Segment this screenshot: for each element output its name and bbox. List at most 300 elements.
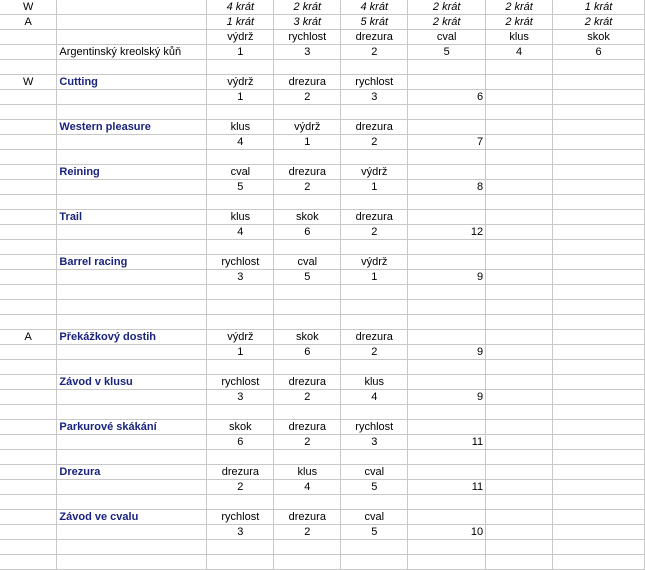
empty-cell[interactable]: [553, 60, 645, 75]
empty-cell[interactable]: [408, 330, 486, 345]
total-value[interactable]: 11: [408, 480, 486, 495]
rank-value[interactable]: 2: [274, 435, 341, 450]
rank-value[interactable]: 3: [341, 435, 408, 450]
empty-cell[interactable]: [486, 420, 553, 435]
empty-cell[interactable]: [57, 450, 207, 465]
empty-cell[interactable]: [486, 255, 553, 270]
breed-value[interactable]: 3: [274, 45, 341, 60]
empty-cell[interactable]: [408, 495, 486, 510]
empty-cell[interactable]: [486, 60, 553, 75]
discipline-attribute[interactable]: skok: [274, 330, 341, 345]
empty-cell[interactable]: [0, 180, 57, 195]
empty-cell[interactable]: [553, 330, 645, 345]
empty-cell[interactable]: [0, 495, 57, 510]
count-cell[interactable]: 2 krát: [486, 0, 553, 15]
rank-value[interactable]: 4: [207, 225, 274, 240]
empty-cell[interactable]: [341, 555, 408, 570]
rank-value[interactable]: 3: [341, 90, 408, 105]
empty-cell[interactable]: [57, 240, 207, 255]
empty-cell[interactable]: [274, 195, 341, 210]
discipline-name[interactable]: Parkurové skákání: [57, 420, 207, 435]
discipline-attribute[interactable]: rychlost: [207, 510, 274, 525]
rank-value[interactable]: 3: [207, 390, 274, 405]
rank-value[interactable]: 6: [274, 345, 341, 360]
discipline-attribute[interactable]: drezura: [274, 510, 341, 525]
breed-value[interactable]: 6: [553, 45, 645, 60]
total-value[interactable]: 9: [408, 390, 486, 405]
empty-cell[interactable]: [341, 315, 408, 330]
empty-cell[interactable]: [0, 540, 57, 555]
empty-cell[interactable]: [553, 405, 645, 420]
empty-cell[interactable]: [57, 345, 207, 360]
empty-cell[interactable]: [274, 495, 341, 510]
discipline-attribute[interactable]: cval: [341, 465, 408, 480]
empty-cell[interactable]: [341, 360, 408, 375]
discipline-name[interactable]: Drezura: [57, 465, 207, 480]
attribute-header[interactable]: výdrž: [207, 30, 274, 45]
empty-cell[interactable]: [207, 240, 274, 255]
empty-cell[interactable]: [57, 270, 207, 285]
rank-value[interactable]: 2: [274, 90, 341, 105]
empty-cell[interactable]: [486, 75, 553, 90]
empty-cell[interactable]: [341, 60, 408, 75]
empty-cell[interactable]: [408, 240, 486, 255]
empty-cell[interactable]: [0, 45, 57, 60]
total-value[interactable]: 11: [408, 435, 486, 450]
empty-cell[interactable]: [486, 405, 553, 420]
discipline-attribute[interactable]: rychlost: [207, 255, 274, 270]
discipline-attribute[interactable]: drezura: [341, 120, 408, 135]
empty-cell[interactable]: [57, 390, 207, 405]
attribute-header[interactable]: klus: [486, 30, 553, 45]
rank-value[interactable]: 4: [207, 135, 274, 150]
empty-cell[interactable]: [408, 405, 486, 420]
empty-cell[interactable]: [341, 540, 408, 555]
empty-cell[interactable]: [207, 300, 274, 315]
empty-cell[interactable]: [486, 225, 553, 240]
empty-cell[interactable]: [553, 435, 645, 450]
empty-cell[interactable]: [0, 30, 57, 45]
empty-cell[interactable]: [341, 495, 408, 510]
empty-cell[interactable]: [274, 405, 341, 420]
empty-cell[interactable]: [341, 195, 408, 210]
discipline-attribute[interactable]: drezura: [274, 75, 341, 90]
empty-cell[interactable]: [486, 495, 553, 510]
empty-cell[interactable]: [0, 480, 57, 495]
empty-cell[interactable]: [0, 195, 57, 210]
empty-cell[interactable]: [0, 450, 57, 465]
empty-cell[interactable]: [408, 555, 486, 570]
empty-cell[interactable]: [57, 360, 207, 375]
empty-cell[interactable]: [486, 510, 553, 525]
empty-cell[interactable]: [408, 75, 486, 90]
empty-cell[interactable]: [486, 285, 553, 300]
empty-cell[interactable]: [57, 540, 207, 555]
empty-cell[interactable]: [408, 165, 486, 180]
empty-cell[interactable]: [57, 15, 207, 30]
row-label-w[interactable]: W: [0, 0, 57, 15]
attribute-header[interactable]: drezura: [341, 30, 408, 45]
discipline-name[interactable]: Překážkový dostih: [57, 330, 207, 345]
count-cell[interactable]: 2 krát: [408, 0, 486, 15]
empty-cell[interactable]: [0, 345, 57, 360]
empty-cell[interactable]: [57, 225, 207, 240]
attribute-header[interactable]: cval: [408, 30, 486, 45]
discipline-attribute[interactable]: rychlost: [207, 375, 274, 390]
empty-cell[interactable]: [553, 165, 645, 180]
empty-cell[interactable]: [341, 150, 408, 165]
empty-cell[interactable]: [0, 150, 57, 165]
empty-cell[interactable]: [207, 105, 274, 120]
empty-cell[interactable]: [0, 435, 57, 450]
discipline-attribute[interactable]: klus: [274, 465, 341, 480]
breed-name[interactable]: Argentinský kreolský kůň: [57, 45, 207, 60]
empty-cell[interactable]: [408, 195, 486, 210]
empty-cell[interactable]: [408, 300, 486, 315]
rank-value[interactable]: 5: [341, 480, 408, 495]
empty-cell[interactable]: [0, 555, 57, 570]
empty-cell[interactable]: [486, 315, 553, 330]
empty-cell[interactable]: [57, 480, 207, 495]
empty-cell[interactable]: [486, 390, 553, 405]
empty-cell[interactable]: [408, 540, 486, 555]
empty-cell[interactable]: [57, 150, 207, 165]
empty-cell[interactable]: [553, 90, 645, 105]
count-cell[interactable]: 2 krát: [408, 15, 486, 30]
empty-cell[interactable]: [486, 150, 553, 165]
empty-cell[interactable]: [553, 465, 645, 480]
group-label[interactable]: [0, 420, 57, 435]
discipline-name[interactable]: Trail: [57, 210, 207, 225]
total-value[interactable]: 10: [408, 525, 486, 540]
empty-cell[interactable]: [553, 270, 645, 285]
rank-value[interactable]: 2: [341, 135, 408, 150]
discipline-attribute[interactable]: výdrž: [341, 255, 408, 270]
empty-cell[interactable]: [341, 405, 408, 420]
empty-cell[interactable]: [274, 150, 341, 165]
rank-value[interactable]: 6: [274, 225, 341, 240]
empty-cell[interactable]: [553, 150, 645, 165]
discipline-attribute[interactable]: klus: [207, 210, 274, 225]
empty-cell[interactable]: [207, 195, 274, 210]
empty-cell[interactable]: [486, 180, 553, 195]
empty-cell[interactable]: [274, 240, 341, 255]
empty-cell[interactable]: [408, 420, 486, 435]
discipline-name[interactable]: Cutting: [57, 75, 207, 90]
empty-cell[interactable]: [553, 240, 645, 255]
discipline-attribute[interactable]: drezura: [274, 375, 341, 390]
empty-cell[interactable]: [553, 225, 645, 240]
empty-cell[interactable]: [57, 300, 207, 315]
empty-cell[interactable]: [274, 315, 341, 330]
count-cell[interactable]: 5 krát: [341, 15, 408, 30]
empty-cell[interactable]: [486, 120, 553, 135]
empty-cell[interactable]: [207, 555, 274, 570]
empty-cell[interactable]: [0, 90, 57, 105]
empty-cell[interactable]: [553, 525, 645, 540]
empty-cell[interactable]: [486, 270, 553, 285]
empty-cell[interactable]: [0, 105, 57, 120]
empty-cell[interactable]: [486, 435, 553, 450]
empty-cell[interactable]: [553, 210, 645, 225]
discipline-attribute[interactable]: výdrž: [207, 75, 274, 90]
rank-value[interactable]: 2: [274, 525, 341, 540]
rank-value[interactable]: 1: [274, 135, 341, 150]
empty-cell[interactable]: [553, 510, 645, 525]
empty-cell[interactable]: [408, 510, 486, 525]
rank-value[interactable]: 2: [274, 390, 341, 405]
discipline-attribute[interactable]: skok: [207, 420, 274, 435]
discipline-attribute[interactable]: klus: [341, 375, 408, 390]
breed-value[interactable]: 1: [207, 45, 274, 60]
rank-value[interactable]: 6: [207, 435, 274, 450]
empty-cell[interactable]: [0, 525, 57, 540]
discipline-attribute[interactable]: výdrž: [274, 120, 341, 135]
empty-cell[interactable]: [408, 360, 486, 375]
discipline-name[interactable]: Barrel racing: [57, 255, 207, 270]
empty-cell[interactable]: [408, 60, 486, 75]
empty-cell[interactable]: [553, 300, 645, 315]
empty-cell[interactable]: [553, 195, 645, 210]
empty-cell[interactable]: [207, 405, 274, 420]
empty-cell[interactable]: [553, 315, 645, 330]
empty-cell[interactable]: [57, 555, 207, 570]
total-value[interactable]: 9: [408, 270, 486, 285]
empty-cell[interactable]: [207, 360, 274, 375]
attribute-header[interactable]: rychlost: [274, 30, 341, 45]
empty-cell[interactable]: [57, 435, 207, 450]
empty-cell[interactable]: [553, 285, 645, 300]
empty-cell[interactable]: [486, 195, 553, 210]
empty-cell[interactable]: [408, 105, 486, 120]
empty-cell[interactable]: [0, 390, 57, 405]
group-label[interactable]: [0, 255, 57, 270]
empty-cell[interactable]: [0, 270, 57, 285]
empty-cell[interactable]: [0, 315, 57, 330]
discipline-attribute[interactable]: cval: [207, 165, 274, 180]
empty-cell[interactable]: [553, 180, 645, 195]
empty-cell[interactable]: [486, 135, 553, 150]
empty-cell[interactable]: [207, 60, 274, 75]
total-value[interactable]: 8: [408, 180, 486, 195]
count-cell[interactable]: 1 krát: [553, 0, 645, 15]
discipline-attribute[interactable]: rychlost: [341, 75, 408, 90]
rank-value[interactable]: 4: [274, 480, 341, 495]
empty-cell[interactable]: [341, 300, 408, 315]
count-cell[interactable]: 4 krát: [341, 0, 408, 15]
breed-value[interactable]: 2: [341, 45, 408, 60]
empty-cell[interactable]: [486, 300, 553, 315]
group-label[interactable]: A: [0, 330, 57, 345]
discipline-name[interactable]: Závod ve cvalu: [57, 510, 207, 525]
empty-cell[interactable]: [553, 120, 645, 135]
rank-value[interactable]: 2: [207, 480, 274, 495]
empty-cell[interactable]: [553, 360, 645, 375]
discipline-attribute[interactable]: drezura: [341, 330, 408, 345]
discipline-name[interactable]: Reining: [57, 165, 207, 180]
empty-cell[interactable]: [0, 300, 57, 315]
rank-value[interactable]: 1: [207, 345, 274, 360]
empty-cell[interactable]: [408, 210, 486, 225]
empty-cell[interactable]: [408, 285, 486, 300]
empty-cell[interactable]: [486, 540, 553, 555]
rank-value[interactable]: 3: [207, 270, 274, 285]
count-cell[interactable]: 1 krát: [207, 15, 274, 30]
count-cell[interactable]: 2 krát: [553, 15, 645, 30]
empty-cell[interactable]: [207, 540, 274, 555]
count-cell[interactable]: 3 krát: [274, 15, 341, 30]
group-label[interactable]: [0, 120, 57, 135]
empty-cell[interactable]: [553, 450, 645, 465]
empty-cell[interactable]: [57, 135, 207, 150]
rank-value[interactable]: 2: [274, 180, 341, 195]
empty-cell[interactable]: [274, 300, 341, 315]
empty-cell[interactable]: [0, 240, 57, 255]
empty-cell[interactable]: [57, 30, 207, 45]
empty-cell[interactable]: [408, 150, 486, 165]
rank-value[interactable]: 5: [341, 525, 408, 540]
empty-cell[interactable]: [486, 555, 553, 570]
empty-cell[interactable]: [57, 180, 207, 195]
empty-cell[interactable]: [553, 135, 645, 150]
empty-cell[interactable]: [486, 525, 553, 540]
group-label[interactable]: [0, 510, 57, 525]
empty-cell[interactable]: [274, 360, 341, 375]
empty-cell[interactable]: [486, 465, 553, 480]
empty-cell[interactable]: [57, 105, 207, 120]
empty-cell[interactable]: [57, 60, 207, 75]
discipline-attribute[interactable]: cval: [274, 255, 341, 270]
rank-value[interactable]: 1: [207, 90, 274, 105]
empty-cell[interactable]: [274, 555, 341, 570]
group-label[interactable]: [0, 210, 57, 225]
discipline-attribute[interactable]: rychlost: [341, 420, 408, 435]
empty-cell[interactable]: [57, 315, 207, 330]
empty-cell[interactable]: [207, 495, 274, 510]
empty-cell[interactable]: [553, 480, 645, 495]
breed-value[interactable]: 5: [408, 45, 486, 60]
total-value[interactable]: 9: [408, 345, 486, 360]
empty-cell[interactable]: [57, 195, 207, 210]
discipline-attribute[interactable]: cval: [341, 510, 408, 525]
count-cell[interactable]: 2 krát: [486, 15, 553, 30]
empty-cell[interactable]: [57, 495, 207, 510]
empty-cell[interactable]: [408, 465, 486, 480]
empty-cell[interactable]: [57, 525, 207, 540]
group-label[interactable]: [0, 465, 57, 480]
empty-cell[interactable]: [57, 90, 207, 105]
empty-cell[interactable]: [341, 105, 408, 120]
rank-value[interactable]: 5: [207, 180, 274, 195]
group-label[interactable]: [0, 375, 57, 390]
empty-cell[interactable]: [408, 450, 486, 465]
discipline-attribute[interactable]: výdrž: [207, 330, 274, 345]
group-label[interactable]: W: [0, 75, 57, 90]
rank-value[interactable]: 2: [341, 225, 408, 240]
empty-cell[interactable]: [486, 360, 553, 375]
empty-cell[interactable]: [408, 315, 486, 330]
empty-cell[interactable]: [57, 0, 207, 15]
empty-cell[interactable]: [486, 330, 553, 345]
empty-cell[interactable]: [486, 240, 553, 255]
empty-cell[interactable]: [486, 105, 553, 120]
empty-cell[interactable]: [553, 75, 645, 90]
rank-value[interactable]: 5: [274, 270, 341, 285]
discipline-attribute[interactable]: drezura: [341, 210, 408, 225]
rank-value[interactable]: 3: [207, 525, 274, 540]
empty-cell[interactable]: [553, 390, 645, 405]
rank-value[interactable]: 2: [341, 345, 408, 360]
discipline-attribute[interactable]: drezura: [274, 420, 341, 435]
empty-cell[interactable]: [553, 345, 645, 360]
empty-cell[interactable]: [486, 375, 553, 390]
discipline-attribute[interactable]: drezura: [207, 465, 274, 480]
total-value[interactable]: 7: [408, 135, 486, 150]
empty-cell[interactable]: [486, 210, 553, 225]
empty-cell[interactable]: [408, 255, 486, 270]
rank-value[interactable]: 1: [341, 180, 408, 195]
empty-cell[interactable]: [0, 60, 57, 75]
total-value[interactable]: 12: [408, 225, 486, 240]
empty-cell[interactable]: [57, 405, 207, 420]
empty-cell[interactable]: [553, 555, 645, 570]
empty-cell[interactable]: [207, 150, 274, 165]
count-cell[interactable]: 4 krát: [207, 0, 274, 15]
empty-cell[interactable]: [486, 90, 553, 105]
empty-cell[interactable]: [408, 120, 486, 135]
empty-cell[interactable]: [553, 420, 645, 435]
empty-cell[interactable]: [408, 375, 486, 390]
empty-cell[interactable]: [553, 375, 645, 390]
empty-cell[interactable]: [0, 225, 57, 240]
total-value[interactable]: 6: [408, 90, 486, 105]
empty-cell[interactable]: [0, 360, 57, 375]
empty-cell[interactable]: [274, 105, 341, 120]
group-label[interactable]: [0, 165, 57, 180]
empty-cell[interactable]: [486, 480, 553, 495]
empty-cell[interactable]: [0, 135, 57, 150]
discipline-attribute[interactable]: drezura: [274, 165, 341, 180]
empty-cell[interactable]: [486, 450, 553, 465]
empty-cell[interactable]: [553, 255, 645, 270]
attribute-header[interactable]: skok: [553, 30, 645, 45]
empty-cell[interactable]: [274, 60, 341, 75]
discipline-attribute[interactable]: skok: [274, 210, 341, 225]
empty-cell[interactable]: [0, 405, 57, 420]
rank-value[interactable]: 4: [341, 390, 408, 405]
empty-cell[interactable]: [274, 540, 341, 555]
empty-cell[interactable]: [207, 285, 274, 300]
empty-cell[interactable]: [207, 450, 274, 465]
empty-cell[interactable]: [553, 495, 645, 510]
discipline-name[interactable]: Závod v klusu: [57, 375, 207, 390]
empty-cell[interactable]: [0, 285, 57, 300]
breed-value[interactable]: 4: [486, 45, 553, 60]
count-cell[interactable]: 2 krát: [274, 0, 341, 15]
empty-cell[interactable]: [553, 540, 645, 555]
empty-cell[interactable]: [57, 285, 207, 300]
empty-cell[interactable]: [341, 240, 408, 255]
empty-cell[interactable]: [341, 285, 408, 300]
discipline-attribute[interactable]: klus: [207, 120, 274, 135]
discipline-attribute[interactable]: výdrž: [341, 165, 408, 180]
empty-cell[interactable]: [553, 105, 645, 120]
discipline-name[interactable]: Western pleasure: [57, 120, 207, 135]
rank-value[interactable]: 1: [341, 270, 408, 285]
empty-cell[interactable]: [341, 450, 408, 465]
empty-cell[interactable]: [486, 345, 553, 360]
row-label-a[interactable]: A: [0, 15, 57, 30]
